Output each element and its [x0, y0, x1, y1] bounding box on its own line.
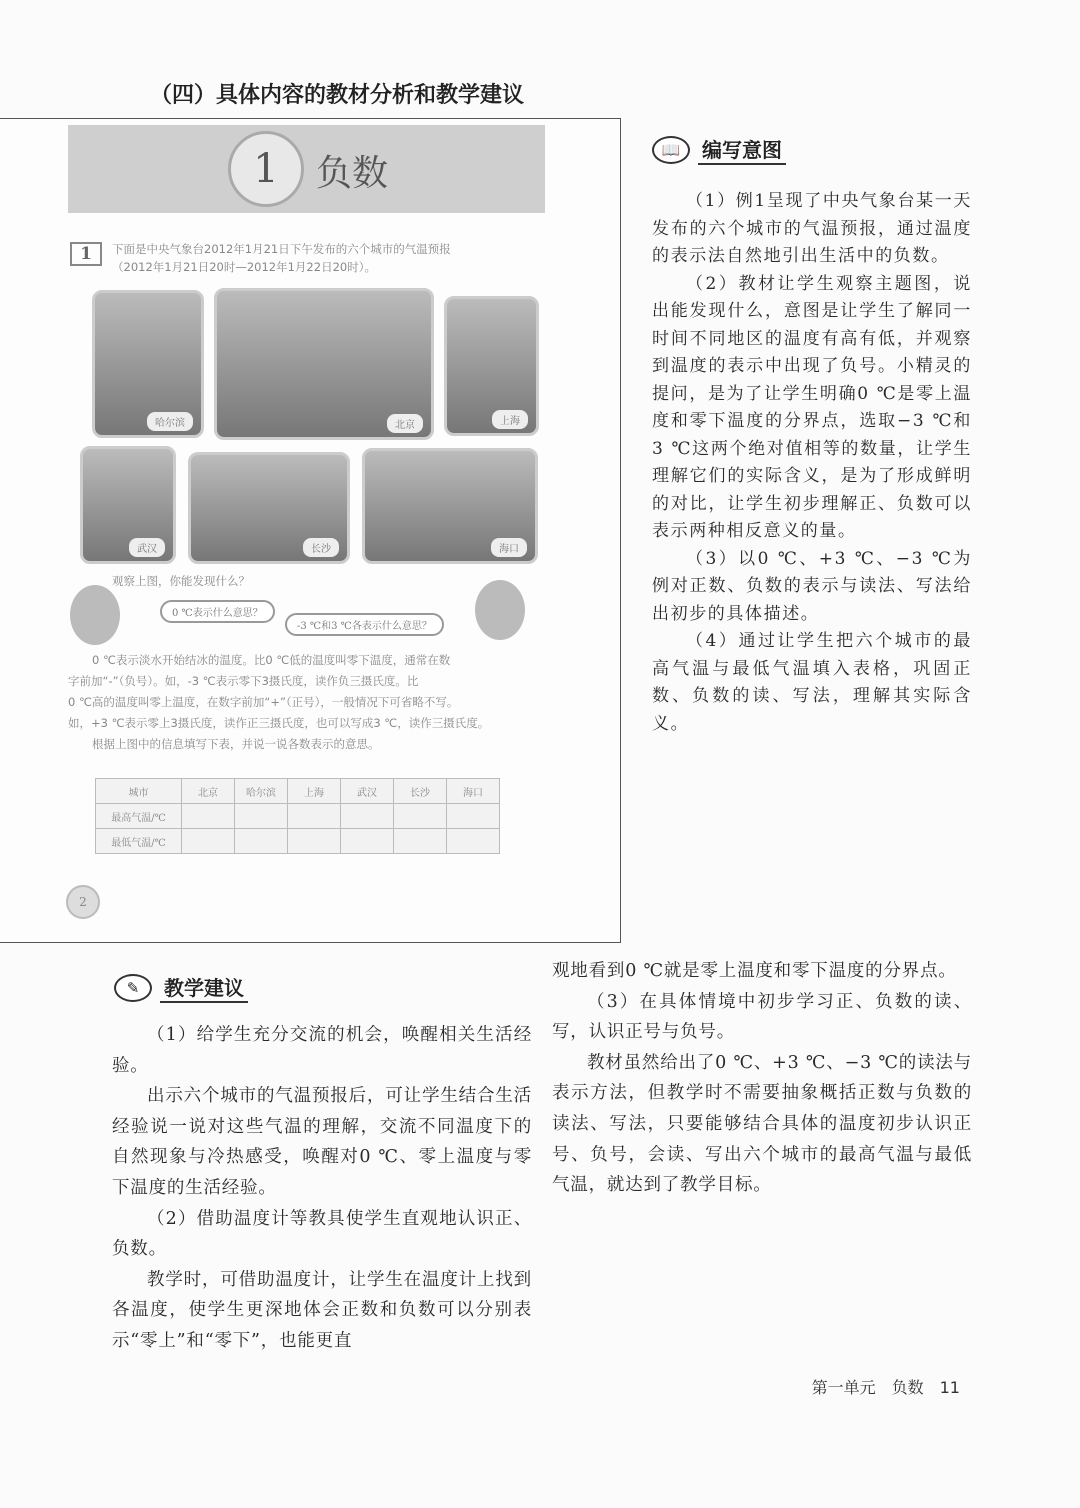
suggestions-left-column [112, 1020, 532, 1357]
suggestions-heading [114, 972, 248, 1003]
paragraph-line: 如，+3 ℃表示零上3摄氏度，读作正三摄氏度，也可以写成3 ℃，读作三摄氏度。 [68, 716, 490, 730]
photo-haikou [362, 448, 538, 564]
intent-paragraph: （1）例1呈现了中央气象台某一天发布的六个城市的气温预报，通过温度的表示法自然地引出生活中的负数。 [652, 191, 972, 266]
suggestion-paragraph: 观地看到0 ℃就是零上温度和零下温度的分界点。 [552, 961, 957, 981]
lesson-number: 1 [228, 131, 304, 207]
suggestion-paragraph: （2）借助温度计等教具使学生直观地认识正、负数。 [112, 1208, 532, 1260]
table-header: 城市 [96, 779, 182, 804]
book-icon: 📖 [652, 136, 690, 164]
table-header-row [96, 779, 500, 804]
table-header: 哈尔滨 [235, 779, 288, 804]
intent-heading-label: 编写意图 [698, 134, 786, 165]
suggestion-paragraph: （3）在具体情境中初步学习正、负数的读、写，认识正号与负号。 [552, 991, 972, 1043]
intent-text [652, 188, 972, 738]
intent-heading [652, 134, 786, 165]
mascot-left-image [70, 585, 120, 645]
lesson-banner [68, 125, 545, 213]
mascot-right-image [475, 580, 525, 640]
suggestion-paragraph: 教材虽然给出了0 ℃、+3 ℃、−3 ℃的读法与表示方法，但教学时不需要抽象概括正数与负数的读法、写法，只要能够结合具体的温度初步认识正号、负号，会读、写出六个城市的最高气温与最低气温，就达到了教学目标。 [552, 1052, 972, 1196]
photo-label: 武汉 [129, 538, 165, 557]
photo-changsha [188, 452, 350, 564]
photo-label: 哈尔滨 [147, 412, 193, 431]
intent-paragraph: （3）以0 ℃、+3 ℃、−3 ℃为例对正数、负数的表示与读法、写法给出初步的具体描述。 [652, 548, 972, 624]
table-header: 海口 [447, 779, 500, 804]
table-header: 武汉 [341, 779, 394, 804]
paragraph-line: 0 ℃表示淡水开始结冰的温度。比0 ℃低的温度叫零下温度，通常在数 [92, 653, 451, 667]
textbook-paragraph [68, 650, 548, 755]
table-row [96, 829, 500, 854]
photo-harbin [92, 290, 204, 438]
intent-paragraph: （4）通过让学生把六个城市的最高气温与最低气温填入表格，巩固正数、负数的读、写法，理解其实际含义。 [652, 631, 972, 734]
photo-label: 上海 [492, 410, 528, 429]
table-row [96, 804, 500, 829]
example-text [112, 240, 451, 276]
photo-wuhan [80, 446, 176, 564]
example-number: 1 [70, 242, 102, 266]
row-label: 最低气温/℃ [96, 829, 182, 854]
suggestion-paragraph: （1）给学生充分交流的机会，唤醒相关生活经验。 [112, 1025, 532, 1076]
row-label: 最高气温/℃ [96, 804, 182, 829]
teaching-icon: ✎ [114, 974, 152, 1002]
page-footer: 第一单元 负数 11 [811, 1378, 960, 1397]
instruction: 根据上图中的信息填写下表，并说一说各数表示的意思。 [92, 737, 380, 751]
example-line: 下面是中央气象台2012年1月21日下午发布的六个城市的气温预报 [112, 242, 451, 256]
section-title: （四）具体内容的教材分析和教学建议 [150, 83, 525, 108]
suggestions-heading-label: 教学建议 [160, 972, 248, 1003]
paragraph-line: 0 ℃高的温度叫零上温度，在数字前加“+”（正号），一般情况下可省略不写。 [68, 695, 459, 709]
example-line: （2012年1月21日20时—2012年1月22日20时）。 [112, 260, 376, 274]
photo-label: 海口 [491, 538, 527, 557]
observe-prompt: 观察上图，你能发现什么？ [112, 574, 250, 588]
suggestions-right-column [552, 956, 972, 1201]
paragraph-line: 字前加“-”（负号）。如，-3 ℃表示零下3摄氏度，读作负三摄氏度。比 [68, 674, 419, 688]
lesson-title: 负数 [316, 153, 389, 194]
suggestion-paragraph: 出示六个城市的气温预报后，可让学生结合生活经验说一说对这些气温的理解，交流不同温度下的自然现象与冷热感受，唤醒对0 ℃、零上温度与零下温度的生活经验。 [112, 1086, 532, 1198]
intent-paragraph: （2）教材让学生观察主题图，说出能发现什么，意图是让学生了解同一时间不同地区的温度有高有低，并观察到温度的表示中出现了负号。小精灵的提问，是为了让学生明确0 ℃是零上温度和零下温度的分界点，选取−3 ℃和3 ℃这两个绝对值相等的数量，让学生理解它们的实际含义，是为了形成鲜明的对比，让学生初步理解正、负数可以表示两种相反意义的量。 [652, 273, 972, 541]
temperature-table [95, 778, 500, 854]
textbook-page-number: 2 [66, 885, 100, 919]
bubble-right: -3 ℃和3 ℃各表示什么意思？ [285, 613, 444, 636]
table-header: 上海 [288, 779, 341, 804]
photo-label: 北京 [387, 414, 423, 433]
photo-beijing [214, 288, 434, 440]
suggestion-paragraph: 教学时，可借助温度计，让学生在温度计上找到各温度，使学生更深地体会正数和负数可以分别表示“零上”和“零下”，也能更直 [112, 1269, 532, 1351]
photo-label: 长沙 [303, 538, 339, 557]
photo-shanghai [444, 296, 539, 436]
table-header: 北京 [182, 779, 235, 804]
bubble-left: 0 ℃表示什么意思？ [160, 600, 275, 623]
table-header: 长沙 [394, 779, 447, 804]
